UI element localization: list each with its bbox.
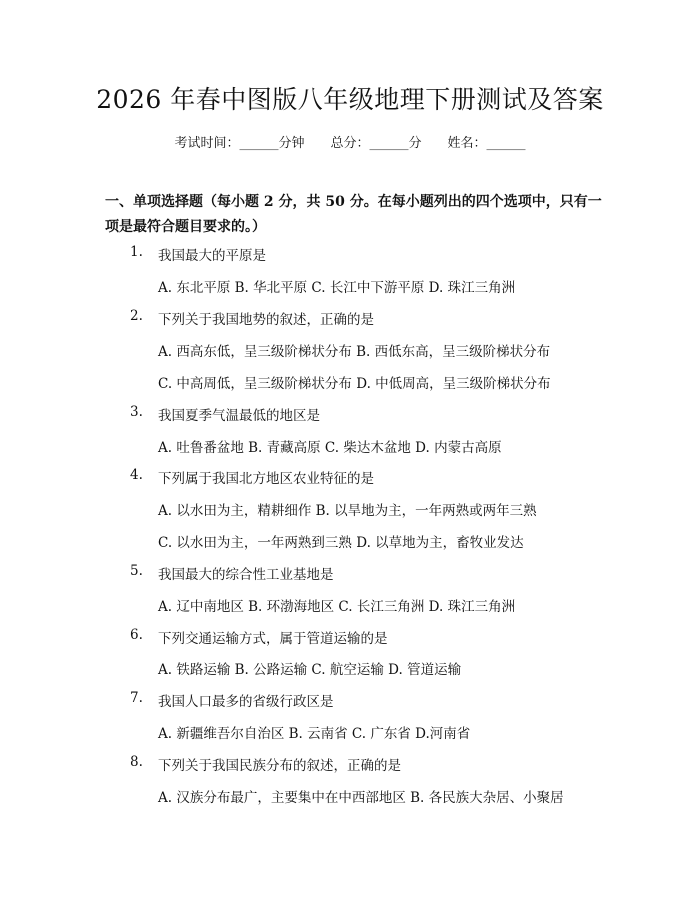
total-score-field: 总分：______分 xyxy=(330,136,422,151)
question-number: 8. xyxy=(130,754,143,770)
question-text: 我国人口最多的省级行政区是 xyxy=(158,694,334,710)
question-options: A. 西高东低，呈三级阶梯状分布 B. 西低东高，呈三级阶梯状分布 xyxy=(158,344,551,360)
question-options: A. 东北平原 B. 华北平原 C. 长江中下游平原 D. 珠江三角洲 xyxy=(158,280,516,296)
question-options: C. 中高周低，呈三级阶梯状分布 D. 中低周高，呈三级阶梯状分布 xyxy=(158,376,551,392)
question-text: 下列关于我国民族分布的叙述，正确的是 xyxy=(158,758,401,774)
page-title: 2026 年春中图版八年级地理下册测试及答案 xyxy=(96,85,604,114)
exam-meta xyxy=(0,132,700,151)
question-options: A. 汉族分布最广，主要集中在中西部地区 B. 各民族大杂居、小聚居 xyxy=(158,790,564,806)
section-heading: 一、单项选择题（每小题 2 分，共 50 分。在每小题列出的四个选项中，只有一项是最符合题目要求的。） xyxy=(105,194,602,235)
question-number: 2. xyxy=(130,308,143,324)
question-number: 4. xyxy=(130,467,143,483)
question-options: C. 以水田为主，一年两熟到三熟 D. 以草地为主，畜牧业发达 xyxy=(158,535,524,551)
question-text: 我国夏季气温最低的地区是 xyxy=(158,408,320,424)
question-text: 我国最大的平原是 xyxy=(158,248,266,264)
question-text: 下列关于我国地势的叙述，正确的是 xyxy=(158,312,374,328)
question-options: A. 铁路运输 B. 公路运输 C. 航空运输 D. 管道运输 xyxy=(158,662,462,678)
question-text: 我国最大的综合性工业基地是 xyxy=(158,567,334,583)
question-number: 6. xyxy=(130,627,143,643)
question-options: A. 辽中南地区 B. 环渤海地区 C. 长江三角洲 D. 珠江三角洲 xyxy=(158,599,516,615)
question-text: 下列交通运输方式，属于管道运输的是 xyxy=(158,631,388,647)
question-options: A. 新疆维吾尔自治区 B. 云南省 C. 广东省 D.河南省 xyxy=(158,726,471,742)
question-options: A. 以水田为主，精耕细作 B. 以旱地为主，一年两熟或两年三熟 xyxy=(158,503,537,519)
exam-time-field: 考试时间：______分钟 xyxy=(174,136,305,151)
question-options: A. 吐鲁番盆地 B. 青藏高原 C. 柴达木盆地 D. 内蒙古高原 xyxy=(158,440,502,456)
question-number: 5. xyxy=(130,563,143,579)
student-name-field: 姓名：______ xyxy=(447,136,526,151)
question-number: 3. xyxy=(130,404,143,420)
question-number: 7. xyxy=(130,690,143,706)
question-number: 1. xyxy=(130,244,143,260)
question-text: 下列属于我国北方地区农业特征的是 xyxy=(158,471,374,487)
